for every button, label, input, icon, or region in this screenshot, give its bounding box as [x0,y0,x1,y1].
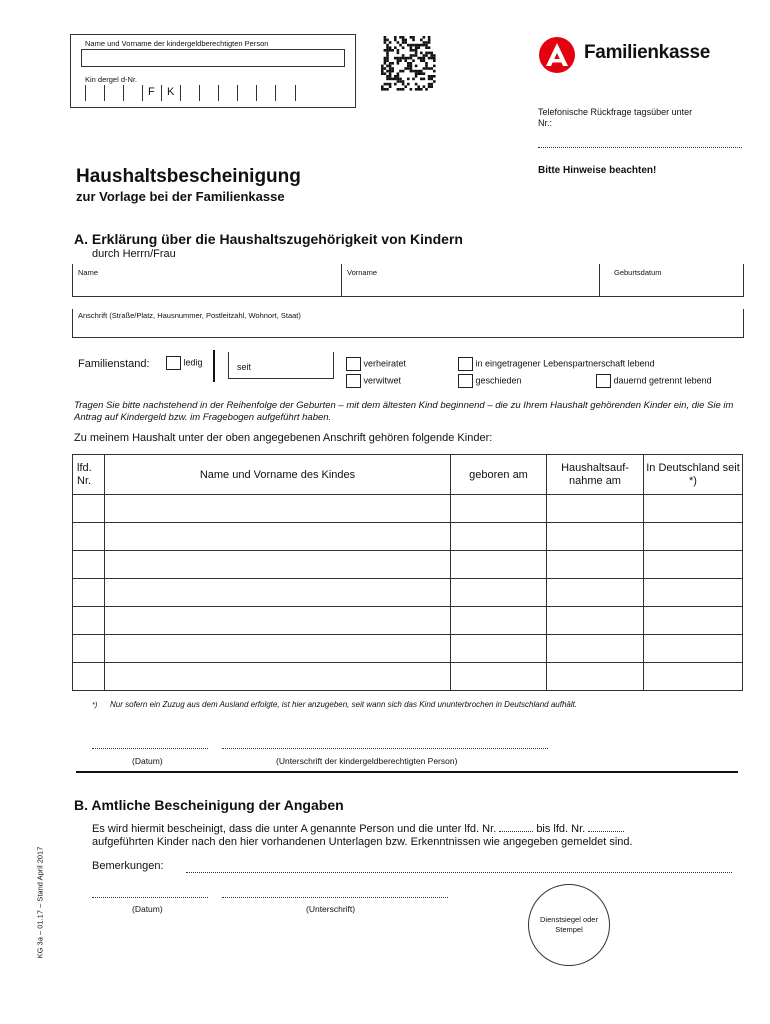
table-cell[interactable] [105,635,451,663]
kg-nr-cell[interactable] [123,85,143,101]
table-cell[interactable] [105,663,451,691]
anschrift-input[interactable] [72,309,744,338]
table-cell[interactable] [73,495,105,523]
getrennt-checkbox[interactable] [596,374,611,388]
table-cell[interactable] [644,635,743,663]
table-cell[interactable] [451,607,547,635]
bemerkungen-field[interactable] [186,872,732,873]
section-a-subheading: durch Herrn/Frau [92,248,176,260]
seit-divider [213,350,215,382]
table-cell[interactable] [644,523,743,551]
table-cell[interactable] [451,635,547,663]
kg-nr-cell[interactable] [275,85,296,101]
anschrift-label: Anschrift (Straße/Platz, Hausnummer, Postleitzahl, Wohnort, Staat) [78,311,301,320]
unterschrift-b-label: (Unterschrift) [306,904,356,914]
seit-field[interactable] [228,352,334,379]
table-cell[interactable] [73,635,105,663]
familienkasse-logo [538,36,758,76]
kg-nr-cell[interactable] [256,85,276,101]
kg-nr-letter: F [148,86,155,98]
getrennt-label: dauernd getrennt lebend [613,375,712,386]
kg-nr-field[interactable] [85,85,295,102]
ledig-label: ledig [183,357,203,368]
kg-nr-cell[interactable] [142,85,162,101]
unterschrift-a-label: (Unterschrift der kindergeldberechtigten Person) [276,756,458,766]
kg-nr-cell[interactable] [180,85,200,101]
verwitwet-option[interactable] [346,374,401,388]
unterschrift-b-line[interactable] [222,897,448,898]
col-name: Name und Vorname des Kindes [105,455,451,495]
table-cell[interactable] [105,523,451,551]
table-cell[interactable] [105,495,451,523]
section-b-bis: bis lfd. Nr. [536,823,586,835]
verheiratet-checkbox[interactable] [346,357,361,371]
siegel-circle [528,884,610,966]
table-row [73,579,743,607]
seit-label: seit [237,362,252,372]
table-cell[interactable] [644,663,743,691]
table-cell[interactable] [105,579,451,607]
siegel-text: Dienstsiegel oder Stempel [540,915,598,934]
ledig-option[interactable] [166,356,203,370]
section-b-text1-part1: Es wird hiermit bescheinigt, dass die unter A genannte Person und die unter lfd. Nr. [92,823,497,835]
unterschrift-a-line[interactable] [222,748,548,749]
table-cell[interactable] [451,551,547,579]
kg-nr-cell[interactable] [85,85,105,101]
table-header-row [73,455,743,495]
table-cell[interactable] [451,495,547,523]
section-a-heading: A. Erklärung über die Haushaltszugehörigkeit von Kindern [74,231,463,247]
form-version: KG 3a – 01.17 – Stand April 2017 [35,846,45,959]
ledig-checkbox[interactable] [166,356,181,370]
table-row [73,523,743,551]
kg-nr-cell[interactable] [237,85,257,101]
col-geboren: geboren am [451,455,547,495]
table-cell[interactable] [547,607,644,635]
table-cell[interactable] [644,579,743,607]
name-input[interactable] [73,264,341,296]
kg-nr-cell[interactable] [161,85,181,101]
section-b-text1 [92,823,624,835]
kg-nr-cell[interactable] [218,85,238,101]
table-row [73,663,743,691]
geburtsdatum-input[interactable] [599,264,744,296]
col-deutschland: In Deutschland seit *) [644,455,743,495]
name-label: Name und Vorname der kindergeldberechtigten Person [85,39,269,48]
footnote-text: Nur sofern ein Zuzug aus dem Ausland erfolgte, ist hier anzugeben, seit wann sich das Kind ununterbrochen in Deutschland aufhält. [110,700,578,709]
datum-a-line[interactable] [92,748,208,749]
bemerkungen-label: Bemerkungen: [92,860,164,872]
verheiratet-label: verheiratet [363,358,407,369]
col-haushaltsaufnahme: Haushaltsauf-nahme am [547,455,644,495]
section-b-heading: B. Amtliche Bescheinigung der Angaben [74,797,344,813]
table-row [73,495,743,523]
page-subtitle: zur Vorlage bei der Familienkasse [76,189,285,204]
vorname-input[interactable] [341,264,600,296]
table-cell[interactable] [547,635,644,663]
name-field[interactable] [81,49,345,67]
logo-a-icon [538,36,576,74]
table-cell[interactable] [547,551,644,579]
person-fields [72,264,744,297]
lfd-bis-field[interactable] [588,831,624,832]
table-cell[interactable] [644,495,743,523]
table-cell[interactable] [451,663,547,691]
geburtsdatum-input-label: Geburtsdatum [614,268,662,277]
getrennt-option[interactable] [596,374,712,388]
table-cell[interactable] [547,523,644,551]
qr-code [380,35,438,91]
kg-nr-cell[interactable] [104,85,124,101]
datum-a-label: (Datum) [132,756,163,766]
verheiratet-option[interactable] [346,357,406,371]
kg-nr-cell[interactable] [199,85,219,101]
lebenspartnerschaft-checkbox[interactable] [458,357,473,371]
page-title: Haushaltsbescheinigung [76,166,301,187]
lfd-von-field[interactable] [499,831,533,832]
table-cell[interactable] [644,607,743,635]
vorname-input-label: Vorname [347,268,378,277]
kg-nr-label: Kin dergel d-Nr. [85,75,138,84]
table-cell[interactable] [644,551,743,579]
phone-label: Telefonische Rückfrage tagsüber unter Nr.: [538,107,693,128]
geschieden-option[interactable] [458,374,522,388]
table-cell[interactable] [451,523,547,551]
lebenspartnerschaft-option[interactable] [458,357,655,371]
section-b-text2: aufgeführten Kinder nach den hier vorhandenen Unterlagen bzw. Erkenntnissen wie angegeben gemeldet sind. [92,836,633,848]
table-cell[interactable] [73,551,105,579]
datum-b-line[interactable] [92,897,208,898]
table-row [73,607,743,635]
table-cell[interactable] [547,495,644,523]
logo-text: Familienkasse [584,42,711,63]
col-lfd-nr: lfd. Nr. [73,455,105,495]
kg-nr-letter: K [167,86,175,98]
table-cell[interactable] [73,663,105,691]
hinweis-text: Bitte Hinweise beachten! [538,165,657,176]
phone-field[interactable] [538,147,742,148]
table-cell[interactable] [451,579,547,607]
verwitwet-checkbox[interactable] [346,374,361,388]
table-row [73,635,743,663]
table-row [73,551,743,579]
lebenspartnerschaft-label: in eingetragener Lebenspartnerschaft lebend [475,358,655,369]
table-cell[interactable] [73,523,105,551]
table-cell[interactable] [105,551,451,579]
children-table [72,454,743,691]
name-input-label: Name [78,268,99,277]
section-divider [76,771,738,773]
table-cell[interactable] [73,607,105,635]
familienstand-label: Familienstand: [78,358,150,370]
geschieden-label: geschieden [475,375,522,386]
table-cell[interactable] [105,607,451,635]
datum-b-label: (Datum) [132,904,163,914]
identity-box [70,34,356,108]
haushalt-text: Zu meinem Haushalt unter der oben angegebenen Anschrift gehören folgende Kinder: [74,432,493,444]
geschieden-checkbox[interactable] [458,374,473,388]
table-cell[interactable] [73,579,105,607]
table-cell[interactable] [547,579,644,607]
instruction-text: Tragen Sie bitte nachstehend in der Reihenfolge der Geburten – mit dem ältesten Kind beginnend – die zu Ihrem Haushalt gehörenden Kinder ein, die Sie im Antrag auf Kindergeld bzw. im Fragebogen aufgeführt haben. [74,400,734,423]
verwitwet-label: verwitwet [363,375,402,386]
table-cell[interactable] [547,663,644,691]
footnote-mark: *) [92,700,98,709]
